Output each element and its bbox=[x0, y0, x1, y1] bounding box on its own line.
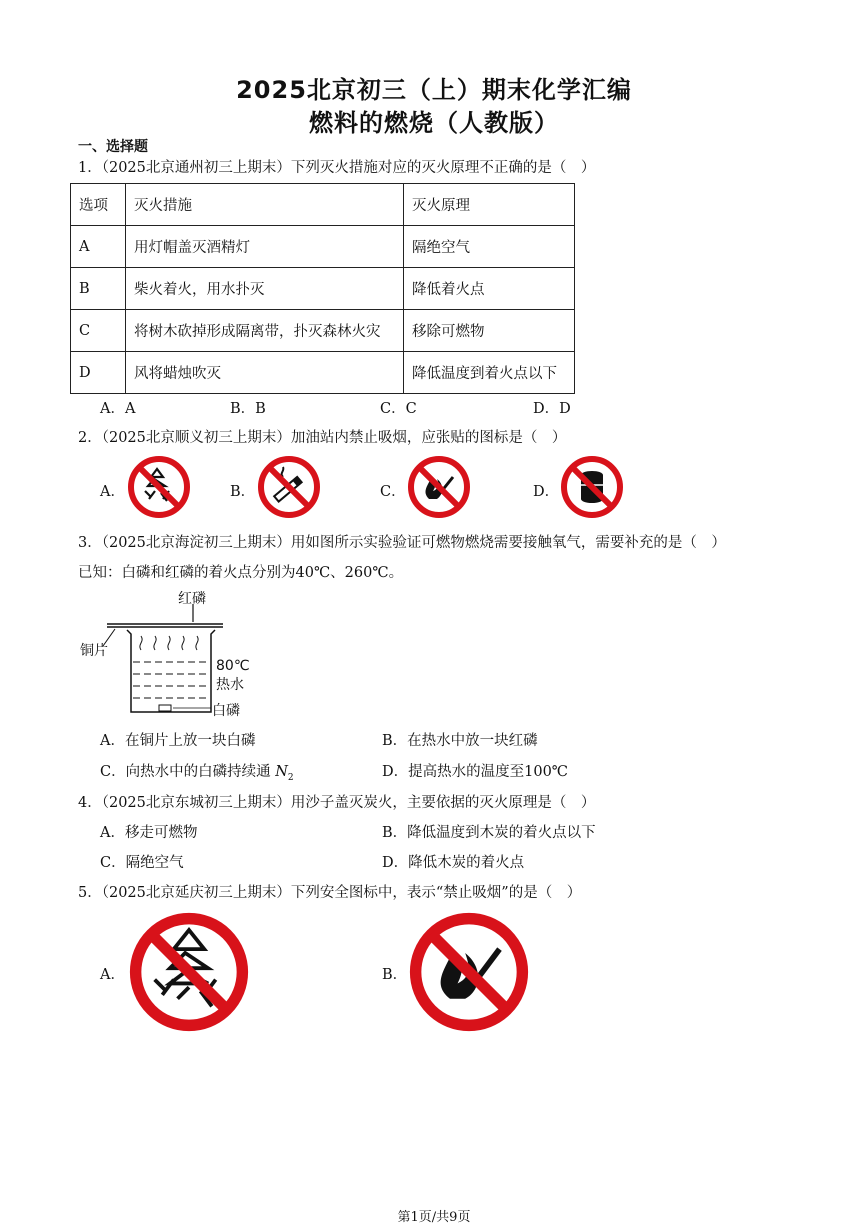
q1-option-c: C．C bbox=[380, 401, 417, 417]
table-cell: 将树木砍掉形成隔离带，扑灭森林火灾 bbox=[126, 310, 404, 352]
q2-option-b-label: B． bbox=[230, 484, 256, 500]
label-hot-water: 热水 bbox=[216, 677, 244, 693]
q3-option-d: D．提高热水的温度至100℃ bbox=[382, 764, 569, 780]
q4-option-b: B．降低温度到木炭的着火点以下 bbox=[382, 825, 596, 841]
q1-stem: 1．（2025北京通州初三上期末）下列灭火措施对应的灭火原理不正确的是（ ） bbox=[78, 160, 596, 176]
q1-table bbox=[70, 183, 575, 394]
q5-stem: 5．（2025北京延庆初三上期末）下列安全图标中，表示“禁止吸烟”的是（ ） bbox=[78, 885, 582, 901]
table-cell: C bbox=[71, 310, 126, 352]
table-header-cell: 选项 bbox=[71, 184, 126, 226]
q2-stem: 2．（2025北京顺义初三上期末）加油站内禁止吸烟，应张贴的图标是（ ） bbox=[78, 430, 567, 446]
table-row bbox=[71, 226, 575, 268]
table-header-cell: 灭火原理 bbox=[404, 184, 575, 226]
table-cell: 移除可燃物 bbox=[404, 310, 575, 352]
q4-option-a: A．移走可燃物 bbox=[100, 825, 198, 841]
table-cell: 用灯帽盖灭酒精灯 bbox=[126, 226, 404, 268]
q3-option-c-text: C．向热水中的白磷持续通 bbox=[100, 764, 271, 780]
table-cell: A bbox=[71, 226, 126, 268]
title-line-1: 2025北京初三（上）期末化学汇编 bbox=[236, 76, 632, 104]
q3-option-a: A．在铜片上放一块白磷 bbox=[100, 733, 256, 749]
no-open-flame-icon bbox=[408, 911, 530, 1033]
table-cell: D bbox=[71, 352, 126, 394]
table-cell: B bbox=[71, 268, 126, 310]
q2-option-c-label: C． bbox=[380, 484, 406, 500]
page-number: 第1页/共9页 bbox=[397, 1210, 471, 1225]
q4-stem: 4．（2025北京东城初三上期末）用沙子盖灭炭火，主要依据的灭火原理是（ ） bbox=[78, 795, 596, 811]
table-row bbox=[71, 268, 575, 310]
label-white-phosphorus: 白磷 bbox=[212, 703, 240, 719]
q2-option-a-label: A． bbox=[100, 484, 125, 500]
q1-option-b: B．B bbox=[230, 401, 266, 417]
q2-option-d-label: D． bbox=[533, 484, 560, 500]
q3-option-c-subscript: 2 bbox=[287, 772, 294, 783]
table-header-row bbox=[71, 184, 575, 226]
q3-option-c bbox=[100, 760, 294, 783]
q3-known: 已知：白磷和红磷的着火点分别为40℃、260℃。 bbox=[78, 565, 404, 581]
section-heading: 一、选择题 bbox=[78, 139, 148, 155]
table-cell: 隔绝空气 bbox=[404, 226, 575, 268]
no-open-flame-icon bbox=[407, 455, 471, 519]
table-cell: 降低着火点 bbox=[404, 268, 575, 310]
q4-option-c: C．隔绝空气 bbox=[100, 855, 184, 871]
table-cell: 降低温度到着火点以下 bbox=[404, 352, 575, 394]
q3-stem: 3．（2025北京海淀初三上期末）用如图所示实验验证可燃物燃烧需要接触氧气，需要补充的是（ ） bbox=[78, 535, 726, 551]
q3-option-b: B．在热水中放一块红磷 bbox=[382, 733, 538, 749]
q1-option-a: A．A bbox=[100, 401, 136, 417]
label-copper-sheet: 铜片 bbox=[80, 643, 108, 659]
label-red-phosphorus: 红磷 bbox=[178, 591, 206, 607]
no-flammable-barrel-icon bbox=[560, 455, 624, 519]
title-line-2: 燃料的燃烧（人教版） bbox=[309, 109, 559, 137]
table-row bbox=[71, 352, 575, 394]
table-cell: 柴火着火，用水扑灭 bbox=[126, 268, 404, 310]
q4-option-d: D．降低木炭的着火点 bbox=[382, 855, 525, 871]
table-header-cell: 灭火措施 bbox=[126, 184, 404, 226]
no-fireworks-icon bbox=[127, 455, 191, 519]
q1-option-d: D．D bbox=[533, 401, 571, 417]
table-cell: 风将蜡烛吹灭 bbox=[126, 352, 404, 394]
q5-option-a-label: A． bbox=[100, 967, 125, 983]
table-row bbox=[71, 310, 575, 352]
label-temperature: 80℃ bbox=[216, 658, 250, 674]
q5-option-b-label: B． bbox=[382, 967, 408, 983]
no-fireworks-icon bbox=[128, 911, 250, 1033]
no-smoking-icon bbox=[257, 455, 321, 519]
q3-option-c-formula: N bbox=[275, 764, 288, 780]
